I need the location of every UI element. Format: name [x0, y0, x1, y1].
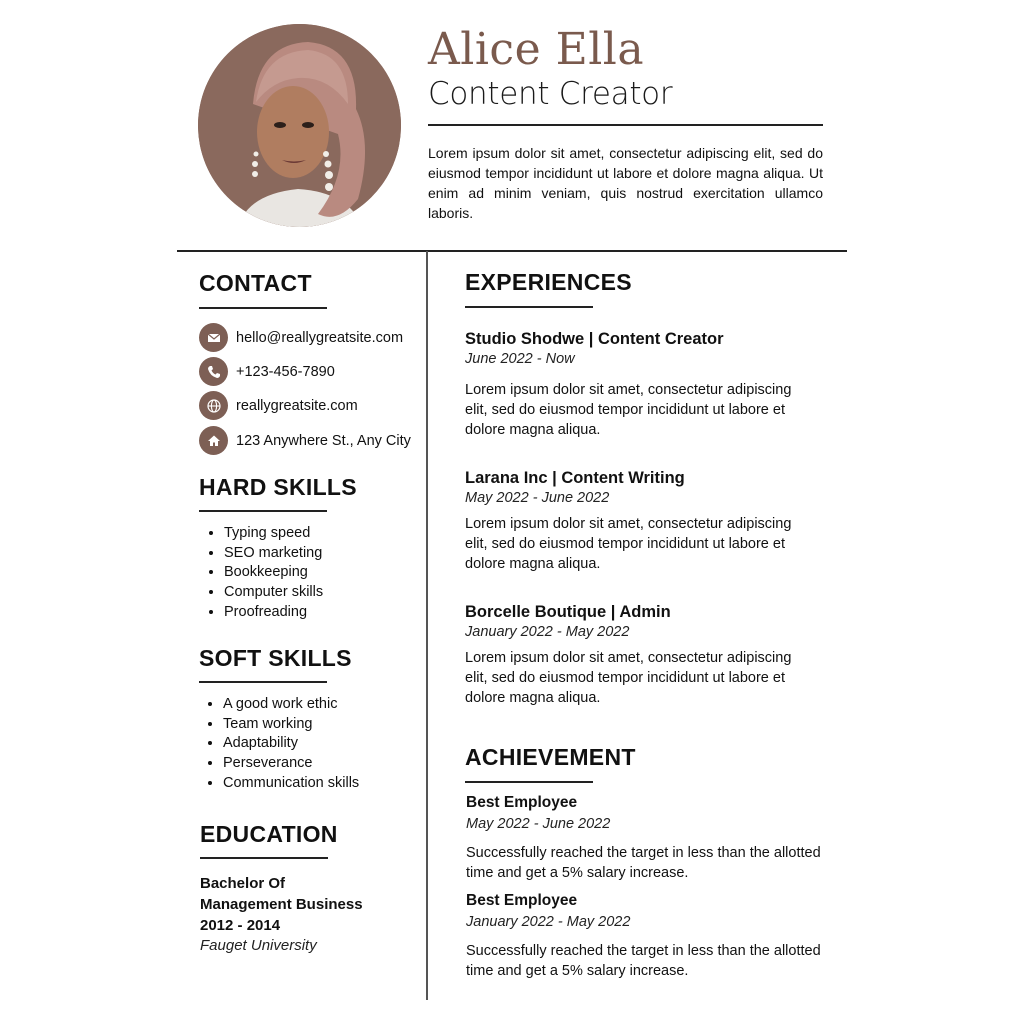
contact-website-text[interactable]: reallygreatsite.com — [236, 397, 358, 414]
list-item: • Bookkeeping — [224, 563, 323, 583]
home-icon — [199, 426, 228, 455]
intro-paragraph: Lorem ipsum dolor sit amet, consectetur adipiscing elit, sed do eiusmod tempor incididunt ut labore et dolore magna aliqua. Ut enim ad minim veniam, quis nostrud exercitation ullamco laboris. — [428, 145, 823, 221]
hard-skills-underline — [199, 510, 327, 512]
list-item: • Perseverance — [223, 754, 359, 774]
job-description: Lorem ipsum dolor sit amet, consectetur adipiscing elit, sed do eiusmod tempor incididunt ut labore et dolore magna aliqua. — [465, 650, 792, 706]
contact-address-text: 123 Anywhere St., Any City — [236, 432, 411, 449]
experiences-title: EXPERIENCES — [465, 269, 632, 295]
job-description: Lorem ipsum dolor sit amet, consectetur adipiscing elit, sed do eiusmod tempor incididunt ut labore et dolore magna aliqua. — [465, 382, 792, 438]
list-item: • Team working — [223, 715, 359, 735]
achievement-item-description: Successfully reached the target in less than the allotted time and get a 5% salary increase. — [466, 943, 821, 979]
degree-line-2: Management Business — [200, 896, 363, 913]
education-title: EDUCATION — [200, 821, 338, 847]
contact-email-text[interactable]: hello@reallygreatsite.com — [236, 329, 404, 346]
mail-icon — [199, 323, 228, 352]
list-item: • Adaptability — [223, 734, 359, 754]
soft-skills-title: SOFT SKILLS — [199, 645, 352, 671]
achievement-item-date: May 2022 - June 2022 — [466, 816, 611, 832]
list-item: • Computer skills — [224, 583, 323, 603]
job-title: Studio Shodwe | Content Creator — [465, 330, 724, 348]
achievement-item-title: Best Employee — [466, 892, 578, 909]
list-item: • Typing speed — [224, 524, 323, 544]
contact-website — [199, 391, 358, 420]
soft-skills-underline — [199, 681, 327, 683]
contact-underline — [199, 307, 327, 309]
job-date: May 2022 - June 2022 — [465, 490, 610, 506]
soft-skills-list — [197, 695, 359, 794]
contact-phone-text[interactable]: +123-456-7890 — [236, 363, 335, 380]
hard-skills-title: HARD SKILLS — [199, 474, 357, 500]
contact-phone — [199, 357, 335, 386]
list-item: • Proofreading — [224, 603, 323, 623]
achievement-title: ACHIEVEMENT — [465, 744, 636, 770]
job-date: June 2022 - Now — [465, 351, 575, 367]
education-underline — [200, 857, 328, 859]
hard-skills-list — [198, 524, 323, 623]
contact-title: CONTACT — [199, 270, 312, 296]
achievement-item-date: January 2022 - May 2022 — [466, 914, 631, 930]
list-item: • SEO marketing — [224, 544, 323, 564]
achievement-underline — [465, 781, 593, 783]
section-divider-vertical — [426, 251, 428, 1000]
profile-photo — [198, 24, 401, 227]
contact-address — [199, 426, 411, 455]
job-title: Borcelle Boutique | Admin — [465, 603, 671, 621]
job-title: Larana Inc | Content Writing — [465, 469, 685, 487]
list-item: • Communication skills — [223, 774, 359, 794]
achievement-item-title: Best Employee — [466, 794, 578, 811]
job-date: January 2022 - May 2022 — [465, 624, 630, 640]
candidate-name: Alice Ella — [428, 24, 645, 75]
contact-email — [199, 323, 403, 352]
list-item: • A good work ethic — [223, 695, 359, 715]
school-name: Fauget University — [200, 937, 317, 954]
achievement-item-description: Successfully reached the target in less than the allotted time and get a 5% salary increase. — [466, 845, 821, 881]
candidate-role: Content Creator — [428, 76, 673, 112]
job-description: Lorem ipsum dolor sit amet, consectetur adipiscing elit, sed do eiusmod tempor incididunt ut labore et dolore magna aliqua. — [465, 516, 792, 572]
phone-icon — [199, 357, 228, 386]
globe-icon — [199, 391, 228, 420]
education-years: 2012 - 2014 — [200, 917, 281, 934]
degree-line-1: Bachelor Of — [200, 875, 286, 892]
section-divider-horizontal — [177, 250, 847, 252]
header-divider — [428, 124, 823, 126]
experiences-underline — [465, 306, 593, 308]
